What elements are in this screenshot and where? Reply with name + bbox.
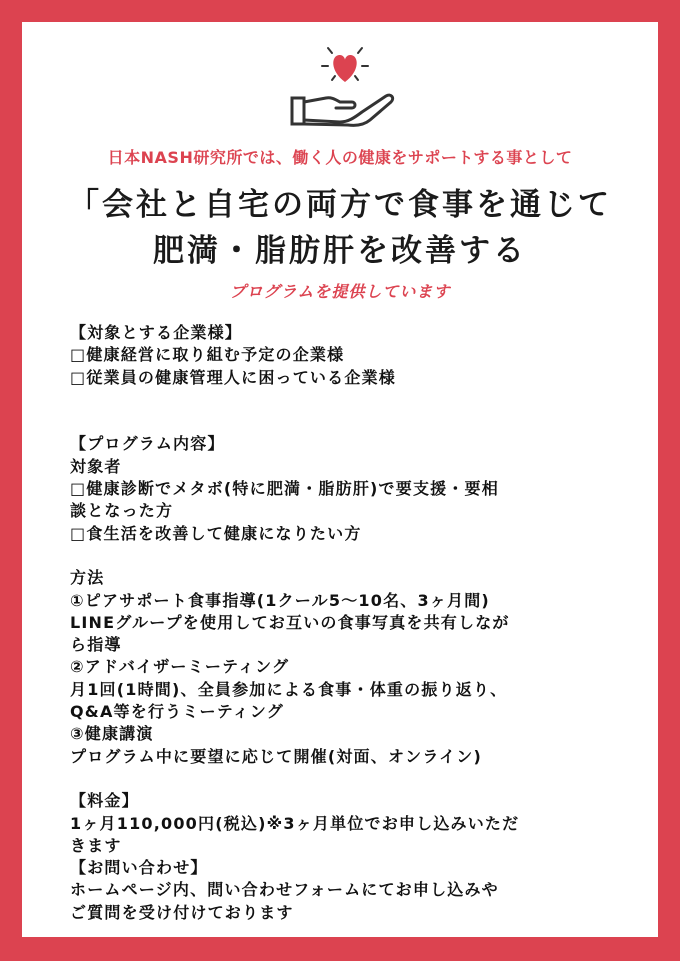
program-method-line: ら指導 (70, 635, 122, 655)
target-item: □従業員の健康管理人に困っている企業様 (70, 367, 396, 387)
hand-holding-heart-icon (290, 36, 400, 128)
program-method-label: 方法 (70, 568, 105, 588)
subheadline: プログラムを提供しています (229, 282, 451, 301)
program-target-line: 談となった方 (70, 501, 174, 521)
flyer-body (70, 322, 630, 924)
program-method-line: Q&A等を行うミーティング (70, 702, 284, 722)
section-heading-fee: 【料金】 (70, 791, 139, 811)
program-method-line: 月1回(1時間)、全員参加による食事・体重の振り返り、 (70, 679, 508, 699)
fee-line: きます (70, 835, 122, 855)
fee-line: 1ヶ月110,000円(税込)※3ヶ月単位でお申し込みいただ (70, 813, 520, 833)
program-method-line: プログラム中に要望に応じて開催(対面、オンライン) (70, 746, 482, 766)
program-method-line: ②アドバイザーミーティング (70, 657, 290, 677)
intro-text: 日本NASH研究所では、働く人の健康をサポートする事として (107, 148, 573, 167)
section-heading-program: 【プログラム内容】 (70, 434, 225, 454)
headline (22, 182, 658, 274)
headline-line: 肥満・脂肪肝を改善する (153, 233, 527, 269)
program-target-line: □食生活を改善して健康になりたい方 (70, 523, 362, 543)
contact-line: ご質問を受け付けております (70, 902, 294, 922)
program-method-line: LINEグループを使用してお互いの食事写真を共有しなが (70, 612, 510, 632)
program-method-line: ③健康講演 (70, 724, 154, 744)
contact-line: ホームページ内、問い合わせフォームにてお申し込みや (70, 880, 499, 900)
flyer-page (22, 22, 658, 937)
program-method-line: ①ピアサポート食事指導(1クール5～10名、3ヶ月間) (70, 590, 490, 610)
section-heading-contact: 【お問い合わせ】 (70, 858, 208, 878)
headline-line: 「会社と自宅の両方で食事を通じて (68, 187, 612, 223)
program-target-line: □健康診断でメタボ(特に肥満・脂肪肝)で要支援・要相 (70, 479, 499, 499)
section-heading-targets: 【対象とする企業様】 (70, 323, 243, 342)
program-target-label: 対象者 (70, 456, 122, 476)
target-item: □健康経営に取り組む予定の企業様 (70, 345, 345, 365)
